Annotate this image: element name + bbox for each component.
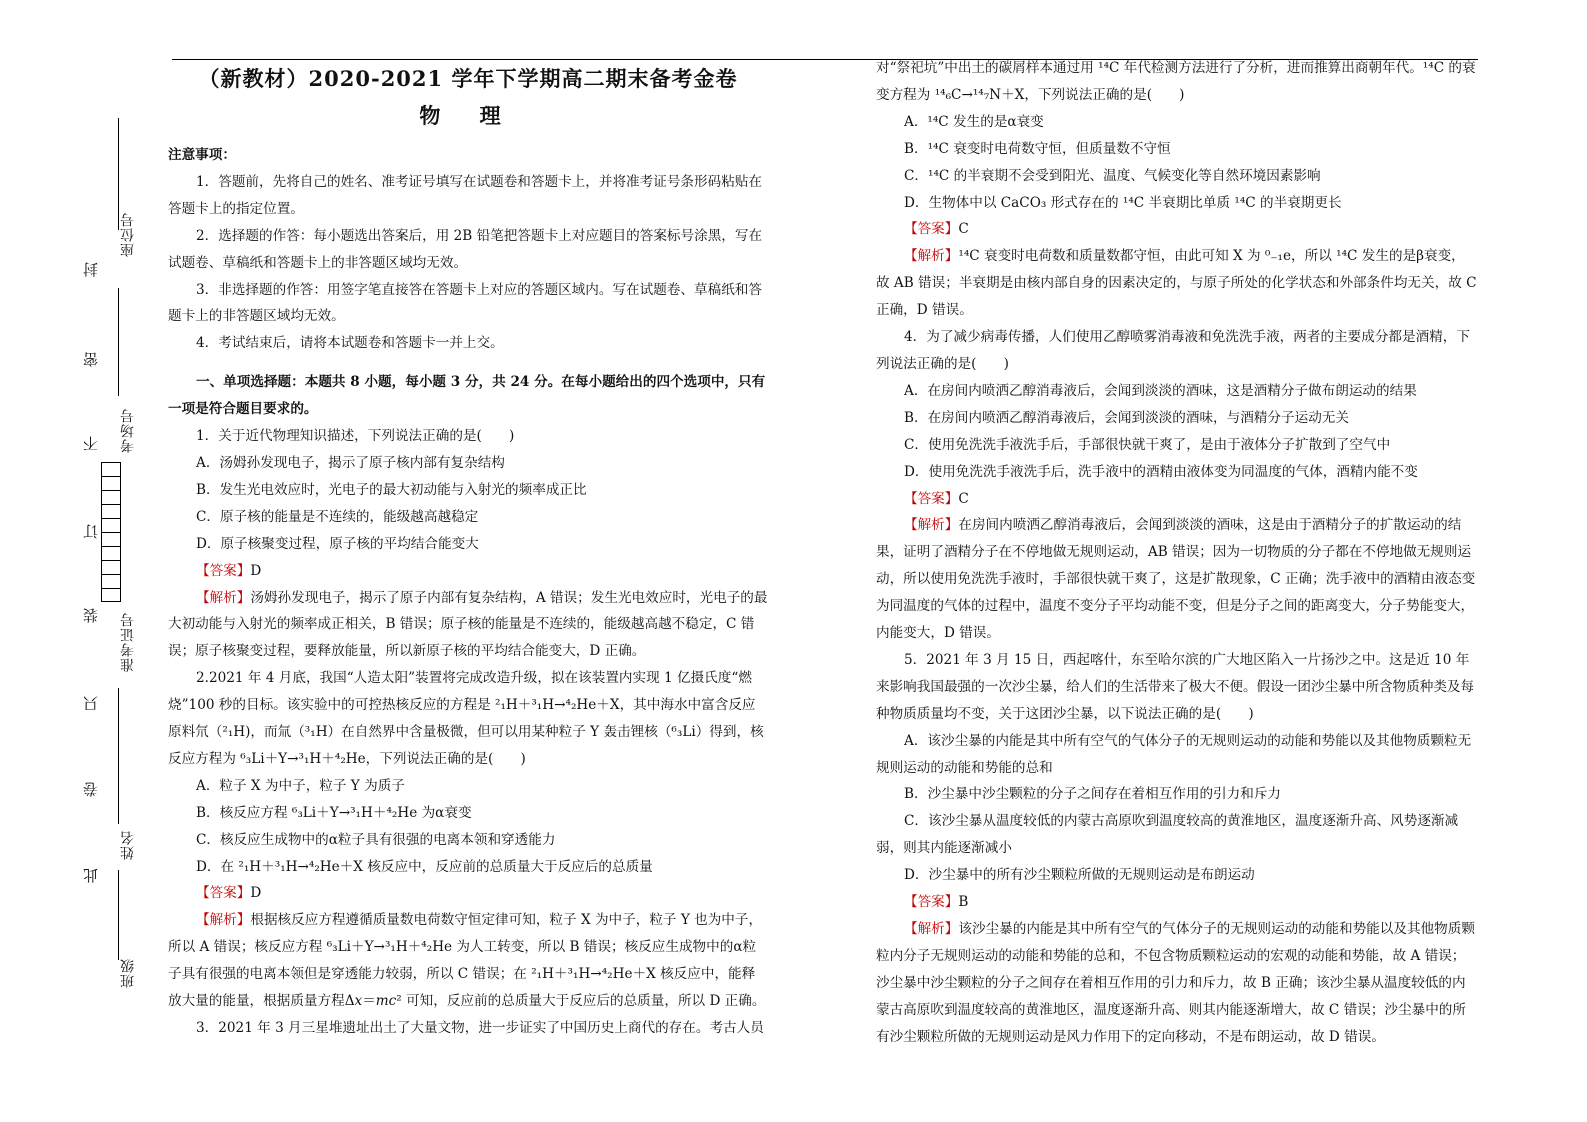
question-option: D．沙尘暴中的所有沙尘颗粒所做的无规则运动是布朗运动	[904, 867, 1255, 884]
question-option: A．汤姆孙发现电子，揭示了原子核内部有复杂结构	[196, 454, 505, 471]
question-option: B．发生光电效应时，光电子的最大初动能与入射光的频率成正比	[196, 481, 587, 498]
exam-room-label: 考场号	[120, 408, 136, 453]
question-option: A．在房间内喷洒乙醇消毒液后，会闻到淡淡的酒味，这是酒精分子做布朗运动的结果	[904, 382, 1417, 399]
answer-line	[876, 486, 1478, 513]
seal-word: 不	[82, 436, 100, 451]
seal-word: 封	[82, 262, 100, 277]
analysis-paragraph	[876, 916, 1478, 1051]
seat-number-label: 座位号	[120, 212, 136, 257]
exam-title: （新教材）2020-2021 学年下学期高二期末备考金卷	[198, 66, 738, 91]
question-option: D．原子核聚变过程，原子核的平均结合能变大	[196, 535, 479, 552]
candidate-number-label: 准考证号	[120, 612, 136, 672]
note-item: 3．非选择题的作答：用签字笔直接答在答题卡上对应的答题区域内。写在试题卷、草稿纸和答题卡上的非答题区域均无效。	[168, 281, 762, 325]
question-stem: 2.2021 年 4 月底，我国“人造太阳”装置将完成改造升级，拟在该装置内实现 1 亿摄氏度“燃烧”100 秒的目标。该实验中的可控热核反应的方程是 ²₁H＋³₁H→⁴₂He＋X，其中海水中富含反应原料氘（²₁H)，而氚（³₁H）在自然界中含量极微，但可以用某种粒子 Y 轰击锂核（⁶₃Li）得到，核反应方程为 ⁶₃Li＋Y→³₁H＋⁴₂He，下列说法正确的是( )	[168, 670, 764, 767]
seal-word: 订	[82, 524, 100, 539]
right-column	[876, 55, 1478, 1051]
notes-heading: 注意事项：	[168, 147, 236, 163]
analysis-tag: 【解析】	[196, 589, 251, 606]
subject-title: 物 理	[419, 103, 517, 128]
analysis-text: 该沙尘暴的内能是其中所有空气的气体分子的无规则运动的动能和势能以及其他物质颗粒内分子无规则运动的动能和势能的总和，不包含物质颗粒运动的宏观的动能和势能，故 A 错误；沙尘暴中沙尘颗粒的分子之间存在着相互作用的引力和斥力，故 B 正确；该沙尘暴从温度较低的内蒙古高原吹到温度较高的黄淮地区，温度逐渐升高、则其内能逐渐增大，故 C 错误；沙尘暴中的所有沙尘颗粒所做的无规则运动是风力作用下的定向移动，不是布朗运动，故 D 错误。	[876, 921, 1475, 1045]
name-label: 姓名	[120, 830, 136, 860]
answer-value: C	[958, 490, 969, 507]
question-option: C．原子核的能量是不连续的，能级越高越稳定	[196, 508, 479, 525]
question-option: A．粒子 X 为中子，粒子 Y 为质子	[196, 777, 405, 794]
question-option: C．该沙尘暴从温度较低的内蒙古高原吹到温度较高的黄淮地区，温度逐渐升高、风势逐渐减弱，则其内能逐渐减小	[876, 813, 1459, 857]
question-option: C．¹⁴C 的半衰期不会受到阳光、温度、气候变化等自然环境因素影响	[904, 167, 1321, 184]
analysis-text: ¹⁴C 衰变时电荷数和质量数都守恒，由此可知 X 为 ⁰₋₁e，所以 ¹⁴C 发生的是β衰变，故 AB 错误；半衰期是由核内部自身的因素决定的，与原子所处的化学状态和外部条件均无关，故 C 正确，D 错误。	[876, 248, 1477, 319]
analysis-text: 在房间内喷洒乙醇消毒液后，会闻到淡淡的酒味，这是由于酒精分子的扩散运动的结果，证明了酒精分子在不停地做无规则运动，AB 错误；因为一切物质的分子都在不停地做无规则运动，所以使用免洗洗手液时，手部很快就干爽了，这是扩散现象，C 正确；洗手液中的酒精由液态变为同温度的气体的过程中，温度不变分子平均动能不变，但是分子之间的距离变大，分子势能变大，内能变大，D 错误。	[876, 517, 1476, 642]
analysis-tag: 【解析】	[904, 248, 959, 265]
question-option: B．核反应方程 ⁶₃Li＋Y→³₁H＋⁴₂He 为α衰变	[196, 804, 472, 821]
answer-tag: 【答案】	[196, 562, 251, 579]
binding-line	[118, 288, 119, 396]
seal-word: 只	[82, 696, 100, 711]
question-stem-continued: 对“祭祀坑”中出土的碳屑样本通过用 ¹⁴C 年代检测方法进行了分析，进而推算出商朝年代。¹⁴C 的衰变方程为 ¹⁴₆C→¹⁴₇N＋X，下列说法正确的是( )	[876, 60, 1476, 103]
question-option: D．使用免洗洗手液洗手后，洗手液中的酒精由液体变为同温度的气体，酒精内能不变	[904, 463, 1418, 480]
answer-tag: 【答案】	[904, 490, 959, 507]
answer-line	[876, 889, 1478, 916]
question-stem: 1．关于近代物理知识描述，下列说法正确的是( )	[196, 428, 515, 445]
analysis-paragraph	[876, 512, 1478, 647]
seal-word: 密	[82, 352, 100, 367]
question-stem: 3．2021 年 3 月三星堆遗址出土了大量文物，进一步证实了中国历史上商代的存在。考古人员	[196, 1020, 764, 1036]
answer-value: D	[250, 885, 262, 902]
binding-line	[118, 870, 119, 960]
answer-line	[168, 880, 768, 907]
answer-tag: 【答案】	[196, 885, 251, 902]
analysis-text: 根据核反应方程遵循质量数电荷数守恒定律可知，粒子 X 为中子，粒子 Y 也为中子，所以 A 错误；核反应方程 ⁶₃Li＋Y→³₁H＋⁴₂He 为人工转变，所以 B 错误；核反应生成物中的α粒子具有很强的电离本领但是穿透能力较弱，所以 C 错误；在 ²₁H＋³₁H→⁴₂He＋X 核反应中，能释放大量的能量，根据质量方程Δ𝑥＝𝑚𝑐² 可知，反应前的总质量大于反应后的总质量，所以 D 正确。	[168, 912, 766, 1010]
question-stem: 5．2021 年 3 月 15 日，西起喀什，东至哈尔滨的广大地区陷入一片扬沙之中。这是近 10 年来影响我国最强的一次沙尘暴，给人们的生活带来了极大不便。假设一团沙尘暴中所含物质种类及每种物质质量均不变，关于这团沙尘暴，以下说法正确的是( )	[876, 651, 1475, 722]
answer-line	[876, 216, 1478, 243]
answer-value: D	[250, 562, 262, 579]
question-option: B．在房间内喷洒乙醇消毒液后，会闻到淡淡的酒味，与酒精分子运动无关	[904, 409, 1349, 426]
seal-word: 装	[82, 608, 100, 623]
answer-tag: 【答案】	[904, 894, 959, 911]
answer-line	[168, 558, 768, 585]
note-item: 1．答题前，先将自己的姓名、准考证号填写在试题卷和答题卡上，并将准考证号条形码粘贴在答题卡上的指定位置。	[168, 173, 762, 217]
question-option: C．核反应生成物中的α粒子具有很强的电离本领和穿透能力	[196, 831, 556, 848]
seal-word: 此	[82, 868, 100, 883]
answer-tag: 【答案】	[904, 221, 959, 238]
analysis-tag: 【解析】	[904, 517, 959, 534]
answer-value: C	[958, 221, 969, 238]
question-option: D．生物体中以 CaCO₃ 形式存在的 ¹⁴C 半衰期比单质 ¹⁴C 的半衰期更长	[904, 194, 1342, 211]
analysis-paragraph	[168, 907, 768, 1015]
answer-value: B	[958, 894, 969, 911]
question-option: C．使用免洗洗手液洗手后，手部很快就干爽了，是由于液体分子扩散到了空气中	[904, 436, 1391, 453]
analysis-tag: 【解析】	[904, 921, 959, 937]
question-option: A．¹⁴C 发生的是α衰变	[904, 113, 1044, 130]
candidate-number-boxes	[101, 462, 121, 602]
note-item: 2．选择题的作答：每小题选出答案后，用 2B 铅笔把答题卡上对应题目的答案标号涂黑，写在试题卷、草稿纸和答题卡上的非答题区域均无效。	[168, 227, 763, 271]
question-option: A．该沙尘暴的内能是其中所有空气的气体分子的无规则运动的动能和势能以及其他物质颗粒无规则运动的动能和势能的总和	[876, 732, 1472, 776]
analysis-paragraph	[876, 243, 1478, 324]
analysis-text: 汤姆孙发现电子，揭示了原子内部有复杂结构，A 错误；发生光电效应时，光电子的最大初动能与入射光的频率成正相关，B 错误；原子核的能量是不连续的，能级越高越不稳定，C 错误；原子核聚变过程，要释放能量，所以新原子核的平均结合能变大，D 正确。	[168, 589, 768, 660]
question-option: B．¹⁴C 衰变时电荷数守恒，但质量数不守恒	[904, 140, 1171, 157]
question-stem: 4．为了减少病毒传播，人们使用乙醇喷雾消毒液和免洗洗手液，两者的主要成分都是酒精，下列说法正确的是( )	[876, 329, 1470, 372]
question-option: D．在 ²₁H＋³₁H→⁴₂He＋X 核反应中，反应前的总质量大于反应后的总质量	[196, 858, 653, 875]
seal-word: 卷	[82, 782, 100, 797]
analysis-tag: 【解析】	[196, 912, 251, 929]
analysis-paragraph	[168, 585, 768, 666]
section-heading: 一、单项选择题：本题共 8 小题，每小题 3 分，共 24 分。在每小题给出的四个选项中，只有一项是符合题目要求的。	[168, 374, 766, 418]
binding-line	[118, 688, 119, 824]
note-item: 4．考试结束后，请将本试题卷和答题卡一并上交。	[196, 335, 504, 352]
class-label: 班级	[120, 958, 136, 988]
left-column	[168, 64, 768, 1042]
question-option: B．沙尘暴中沙尘颗粒的分子之间存在着相互作用的引力和斥力	[904, 786, 1282, 803]
